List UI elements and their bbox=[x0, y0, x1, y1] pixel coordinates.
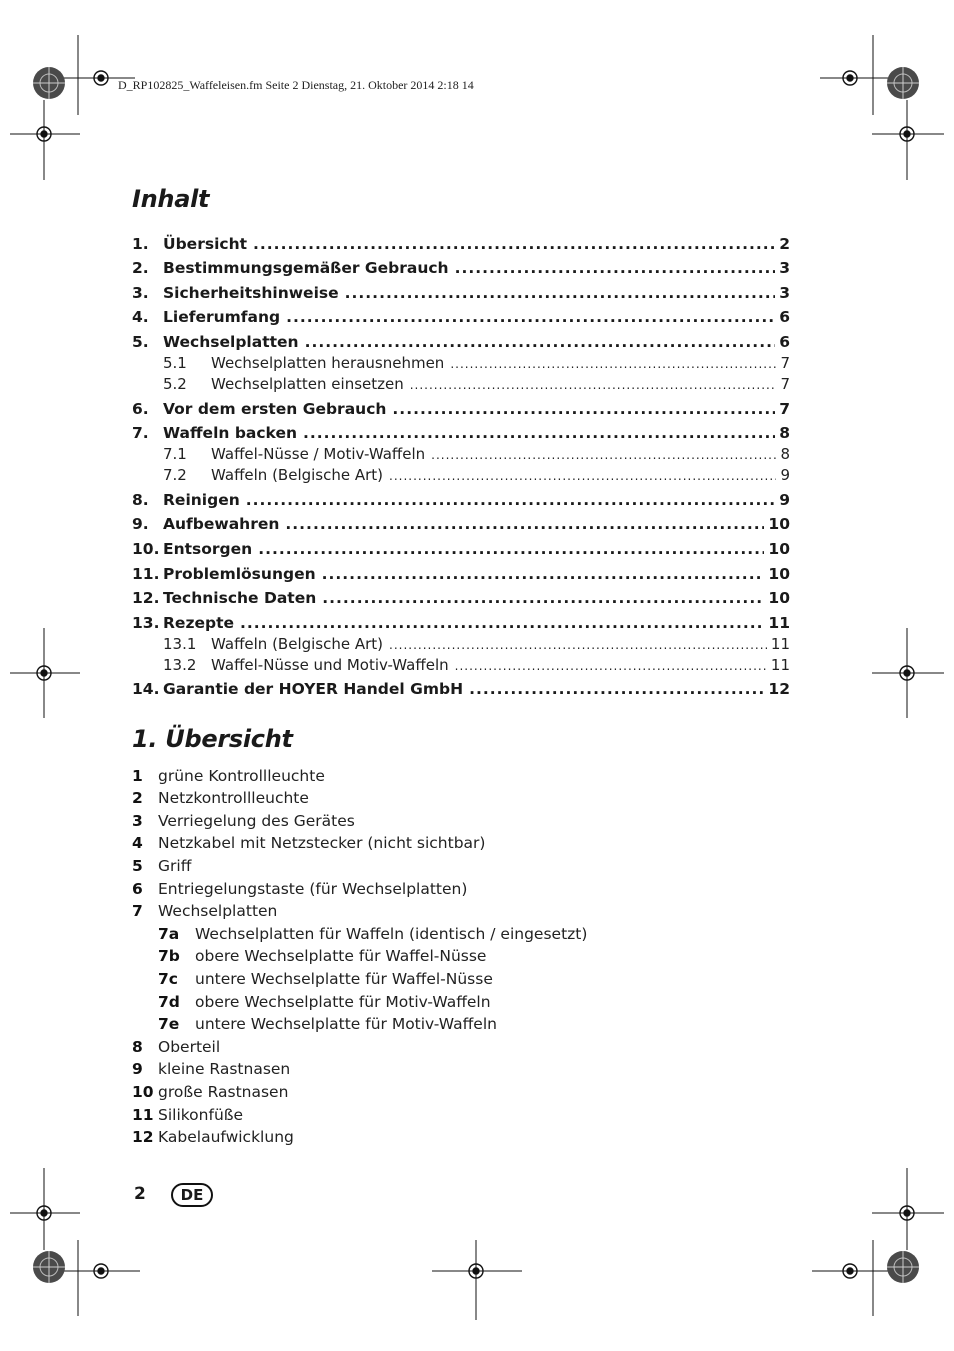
toc-entry-number: 13. bbox=[132, 613, 160, 632]
part-description: grüne Kontrollleuchte bbox=[158, 766, 325, 785]
toc-entry bbox=[132, 653, 790, 674]
toc-entry bbox=[132, 372, 790, 393]
print-metadata-line: D_RP102825_Waffeleisen.fm Seite 2 Dienstag, 21. Oktober 2014 2:18 14 bbox=[118, 78, 474, 92]
part-number: 10 bbox=[132, 1082, 154, 1101]
toc-entry-number: 7. bbox=[132, 424, 149, 443]
toc-entry-page: 11 bbox=[770, 634, 790, 653]
part-number: 3 bbox=[132, 811, 143, 830]
toc-leader-dots bbox=[303, 424, 775, 442]
parts-list-item bbox=[132, 898, 782, 921]
part-description: Wechselplatten bbox=[158, 902, 278, 921]
toc-leader-dots bbox=[253, 235, 775, 253]
toc-entry-page: 11 bbox=[768, 613, 790, 632]
toc-entry bbox=[132, 326, 790, 351]
part-description: Silikonfüße bbox=[158, 1105, 244, 1124]
part-number: 9 bbox=[132, 1060, 143, 1079]
part-number: 7 bbox=[132, 902, 143, 921]
parts-list-item bbox=[132, 1033, 782, 1056]
toc-leader-dots bbox=[246, 491, 775, 509]
toc-leader-dots bbox=[322, 589, 764, 607]
toc-entry-title: Wechselplatten herausnehmen bbox=[211, 353, 445, 372]
toc-entry-title: Waffel-Nüsse / Motiv-Waffeln bbox=[211, 445, 426, 464]
toc-entry-title: Entsorgen bbox=[163, 539, 253, 558]
toc-entry-page: 11 bbox=[770, 655, 790, 674]
toc-entry-title: Waffel-Nüsse und Motiv-Waffeln bbox=[211, 655, 449, 674]
parts-list-item bbox=[132, 965, 782, 988]
toc-entry-number: 6. bbox=[132, 399, 149, 418]
toc-entry-title: Technische Daten bbox=[163, 589, 317, 608]
toc-leader-dots bbox=[389, 466, 776, 484]
toc-entry-page: 6 bbox=[779, 308, 790, 327]
toc-leader-dots bbox=[286, 308, 775, 326]
toc-entry-page: 9 bbox=[780, 466, 790, 485]
part-description: kleine Rastnasen bbox=[158, 1060, 291, 1079]
part-number: 5 bbox=[132, 856, 143, 875]
toc-leader-dots bbox=[455, 259, 776, 277]
toc-entry-page: 7 bbox=[780, 353, 790, 372]
toc-entry-page: 9 bbox=[779, 490, 790, 509]
toc-entry-title: Garantie der HOYER Handel GmbH bbox=[163, 680, 464, 699]
toc-leader-dots bbox=[345, 284, 776, 302]
toc-leader-dots bbox=[392, 400, 775, 418]
toc-leader-dots bbox=[240, 614, 764, 632]
toc-entry-page: 10 bbox=[768, 564, 790, 583]
toc-entry bbox=[132, 253, 790, 278]
part-number: 7b bbox=[158, 947, 180, 966]
toc-entry-number: 5. bbox=[132, 332, 149, 351]
table-of-contents bbox=[132, 228, 790, 698]
part-number: 6 bbox=[132, 879, 143, 898]
part-description: Verriegelung des Gerätes bbox=[158, 811, 355, 830]
toc-entry-title: Reinigen bbox=[163, 490, 240, 509]
part-description: Netzkabel mit Netzstecker (nicht sichtbar) bbox=[158, 834, 486, 853]
part-number: 1 bbox=[132, 766, 143, 785]
part-description: Griff bbox=[158, 856, 192, 875]
page-number: 2 bbox=[134, 1184, 146, 1204]
toc-entry-number: 13.1 bbox=[163, 634, 197, 653]
toc-entry-title: Aufbewahren bbox=[163, 515, 280, 534]
part-description: obere Wechselplatte für Waffel-Nüsse bbox=[195, 947, 487, 966]
parts-list-item bbox=[132, 988, 782, 1011]
toc-entry-title: Rezepte bbox=[163, 613, 234, 632]
toc-entry-page: 10 bbox=[768, 515, 790, 534]
parts-list-item bbox=[132, 830, 782, 853]
toc-leader-dots bbox=[305, 333, 776, 351]
toc-entry-title: Sicherheitshinweise bbox=[163, 283, 339, 302]
part-number: 12 bbox=[132, 1128, 154, 1147]
part-description: Oberteil bbox=[158, 1037, 221, 1056]
part-number: 4 bbox=[132, 834, 143, 853]
toc-entry bbox=[132, 533, 790, 558]
toc-entry-page: 12 bbox=[768, 680, 790, 699]
parts-list-item bbox=[132, 1101, 782, 1124]
section-overview-title: 1. Übersicht bbox=[132, 725, 293, 753]
toc-entry-number: 5.2 bbox=[163, 374, 187, 393]
part-description: untere Wechselplatte für Motiv-Waffeln bbox=[195, 1015, 497, 1034]
toc-leader-dots bbox=[450, 354, 776, 372]
parts-list-item bbox=[132, 807, 782, 830]
toc-entry-page: 3 bbox=[779, 283, 790, 302]
toc-entry-number: 10. bbox=[132, 539, 160, 558]
toc-entry-page: 8 bbox=[780, 445, 790, 464]
toc-entry-page: 3 bbox=[779, 259, 790, 278]
toc-entry-number: 14. bbox=[132, 680, 160, 699]
toc-entry bbox=[132, 418, 790, 443]
part-number: 7a bbox=[158, 924, 180, 943]
part-description: Entriegelungstaste (für Wechselplatten) bbox=[158, 879, 468, 898]
toc-leader-dots bbox=[455, 656, 767, 674]
toc-entry-number: 3. bbox=[132, 283, 149, 302]
toc-entry bbox=[132, 509, 790, 534]
toc-entry-number: 9. bbox=[132, 515, 149, 534]
toc-entry-number: 4. bbox=[132, 308, 149, 327]
part-number: 11 bbox=[132, 1105, 154, 1124]
parts-list bbox=[132, 762, 782, 1146]
toc-entry-number: 5.1 bbox=[163, 353, 187, 372]
toc-entry bbox=[132, 351, 790, 372]
toc-entry-title: Problemlösungen bbox=[163, 564, 316, 583]
toc-entry-number: 11. bbox=[132, 564, 160, 583]
toc-entry-page: 6 bbox=[779, 332, 790, 351]
toc-entry-page: 2 bbox=[779, 234, 790, 253]
toc-leader-dots bbox=[285, 515, 764, 533]
toc-leader-dots bbox=[258, 540, 764, 558]
toc-entry bbox=[132, 632, 790, 653]
toc-entry bbox=[132, 442, 790, 463]
parts-list-item bbox=[132, 1124, 782, 1147]
toc-entry-title: Übersicht bbox=[163, 234, 248, 253]
toc-entry bbox=[132, 277, 790, 302]
part-number: 7d bbox=[158, 992, 180, 1011]
toc-entry-page: 7 bbox=[779, 399, 790, 418]
toc-entry bbox=[132, 228, 790, 253]
toc-entry-number: 2. bbox=[132, 259, 149, 278]
part-number: 7c bbox=[158, 969, 178, 988]
parts-list-item bbox=[132, 1011, 782, 1034]
part-number: 7e bbox=[158, 1015, 180, 1034]
toc-entry-page: 10 bbox=[768, 539, 790, 558]
language-badge: DE bbox=[171, 1183, 213, 1207]
toc-entry-title: Waffeln (Belgische Art) bbox=[211, 634, 384, 653]
toc-entry bbox=[132, 302, 790, 327]
toc-leader-dots bbox=[322, 565, 765, 583]
toc-title: Inhalt bbox=[132, 185, 210, 213]
toc-entry-title: Lieferumfang bbox=[163, 308, 281, 327]
part-number: 8 bbox=[132, 1037, 143, 1056]
part-description: untere Wechselplatte für Waffel-Nüsse bbox=[195, 969, 493, 988]
toc-entry-title: Vor dem ersten Gebrauch bbox=[163, 399, 387, 418]
parts-list-item bbox=[132, 875, 782, 898]
part-description: Kabelaufwicklung bbox=[158, 1128, 294, 1147]
toc-entry-number: 12. bbox=[132, 589, 160, 608]
part-description: Netzkontrollleuchte bbox=[158, 789, 309, 808]
toc-entry-page: 7 bbox=[780, 374, 790, 393]
parts-list-item bbox=[132, 852, 782, 875]
toc-entry bbox=[132, 393, 790, 418]
toc-entry-title: Wechselplatten bbox=[163, 332, 299, 351]
part-description: große Rastnasen bbox=[158, 1082, 289, 1101]
toc-entry-number: 13.2 bbox=[163, 655, 197, 674]
toc-entry-number: 1. bbox=[132, 234, 149, 253]
parts-list-item bbox=[132, 920, 782, 943]
toc-entry bbox=[132, 583, 790, 608]
toc-leader-dots bbox=[469, 680, 764, 698]
toc-entry-page: 8 bbox=[779, 424, 790, 443]
toc-entry-title: Wechselplatten einsetzen bbox=[211, 374, 404, 393]
parts-list-item bbox=[132, 762, 782, 785]
toc-entry-number: 8. bbox=[132, 490, 149, 509]
part-number: 2 bbox=[132, 789, 143, 808]
toc-entry-number: 7.1 bbox=[163, 445, 187, 464]
toc-leader-dots bbox=[389, 635, 767, 653]
toc-entry bbox=[132, 463, 790, 484]
part-description: obere Wechselplatte für Motiv-Waffeln bbox=[195, 992, 491, 1011]
toc-entry-page: 10 bbox=[768, 589, 790, 608]
toc-entry-title: Waffeln (Belgische Art) bbox=[211, 466, 384, 485]
parts-list-item bbox=[132, 785, 782, 808]
parts-list-item bbox=[132, 1078, 782, 1101]
toc-leader-dots bbox=[410, 375, 777, 393]
toc-entry-number: 7.2 bbox=[163, 466, 187, 485]
part-description: Wechselplatten für Waffeln (identisch / eingesetzt) bbox=[195, 924, 588, 943]
toc-entry bbox=[132, 484, 790, 509]
toc-entry-title: Waffeln backen bbox=[163, 424, 297, 443]
toc-entry bbox=[132, 558, 790, 583]
toc-entry bbox=[132, 674, 790, 699]
toc-entry bbox=[132, 607, 790, 632]
parts-list-item bbox=[132, 1056, 782, 1079]
parts-list-item bbox=[132, 943, 782, 966]
toc-entry-title: Bestimmungsgemäßer Gebrauch bbox=[163, 259, 449, 278]
toc-leader-dots bbox=[431, 445, 776, 463]
